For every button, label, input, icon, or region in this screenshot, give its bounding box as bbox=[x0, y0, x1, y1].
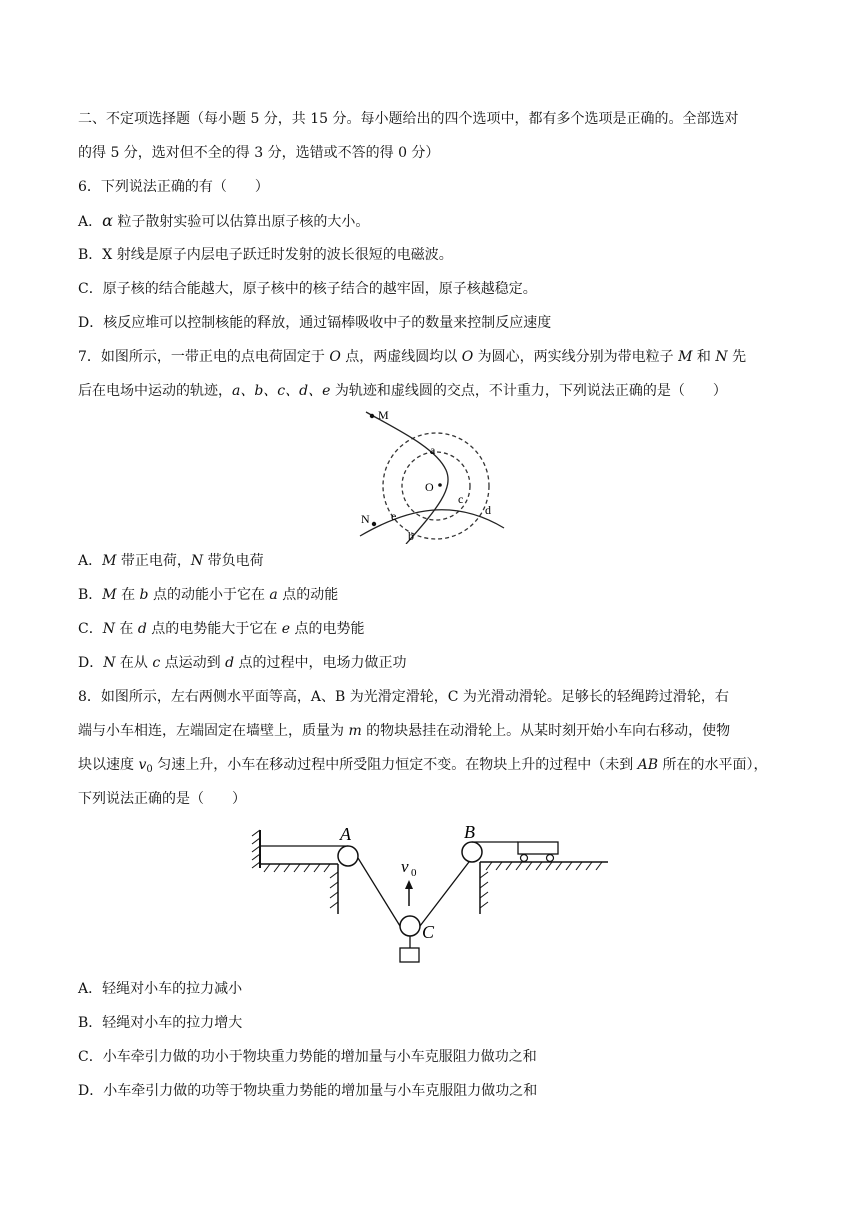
text: 点的动能 bbox=[277, 587, 339, 603]
left-cliff-hatch bbox=[330, 872, 338, 908]
option-letter: A． bbox=[78, 553, 103, 569]
var-N: N bbox=[715, 349, 728, 365]
text: 块以速度 bbox=[78, 757, 139, 773]
cart-body bbox=[518, 842, 558, 854]
option-letter: A． bbox=[78, 214, 103, 230]
section-header-line2: 的得 5 分，选对但不全的得 3 分，选错或不答的得 0 分） bbox=[78, 145, 440, 161]
var-M: M bbox=[102, 553, 117, 569]
var-O: O bbox=[329, 349, 341, 365]
text: 点的动能小于它在 bbox=[148, 587, 270, 603]
label-C: C bbox=[422, 922, 435, 942]
text: 的物块悬挂在动滑轮上。从某时刻开始小车向右移动，使物 bbox=[361, 723, 731, 739]
var-d: d bbox=[225, 655, 235, 671]
q8-pulley-figure bbox=[246, 822, 616, 968]
q8-stem-line2 bbox=[78, 721, 730, 741]
var-M: M bbox=[102, 587, 117, 603]
option-letter: B． bbox=[78, 587, 103, 603]
var-c: c bbox=[152, 655, 161, 671]
q8-stem-line1: 8．如图所示，左右两侧水平面等高，A、B 为光滑定滑轮，C 为光滑动滑轮。足够长的轻绳跨过滑轮，右 bbox=[78, 689, 729, 705]
text: 在 bbox=[114, 621, 138, 637]
var-a: a bbox=[269, 587, 278, 603]
q7-stem-line1 bbox=[78, 347, 746, 367]
text: 7．如图所示，一带正电的点电荷固定于 bbox=[78, 349, 330, 365]
text: 后在电场中运动的轨迹， bbox=[78, 383, 232, 399]
q7-electric-field-figure bbox=[358, 408, 506, 544]
q7-option-d bbox=[78, 653, 407, 673]
label-b: b bbox=[408, 529, 414, 543]
q7-option-a bbox=[78, 551, 264, 571]
cart-wheel-right bbox=[547, 855, 554, 862]
block-m bbox=[400, 948, 419, 962]
q8-stem-line3 bbox=[78, 755, 768, 780]
var-b: b bbox=[139, 587, 149, 603]
label-B: B bbox=[464, 822, 475, 842]
var-e: e bbox=[281, 621, 291, 637]
section-header-line1: 二、不定项选择题（每小题 5 分，共 15 分。每小题给出的四个选项中，都有多个选项是正确的。全部选对 bbox=[78, 111, 739, 127]
trajectory-M bbox=[366, 412, 448, 544]
text: 先 bbox=[727, 349, 747, 365]
text: 点，两虚线圆均以 bbox=[340, 349, 462, 365]
text: 点运动到 bbox=[160, 655, 226, 671]
text: 点的过程中，电场力做正功 bbox=[234, 655, 407, 671]
center-O-dot bbox=[438, 483, 442, 487]
q8-option-a: A．轻绳对小车的拉力减小 bbox=[78, 981, 243, 997]
var-v-subscript: 0 bbox=[146, 764, 153, 775]
var-O: O bbox=[461, 349, 474, 365]
left-ground-hatch bbox=[264, 864, 330, 872]
option-letter: C． bbox=[78, 621, 103, 637]
label-M: M bbox=[378, 408, 389, 422]
alpha-symbol: α bbox=[102, 211, 113, 230]
left-wall-hatch bbox=[252, 830, 260, 868]
q6-option-a bbox=[78, 211, 369, 232]
label-e: e bbox=[391, 509, 397, 523]
label-d: d bbox=[485, 503, 491, 517]
rope-B-to-C bbox=[420, 858, 472, 926]
option-text: 粒子散射实验可以估算出原子核的大小。 bbox=[112, 214, 370, 230]
q7-option-c bbox=[78, 619, 365, 639]
var-letters: a、b、c、d、e bbox=[232, 383, 331, 399]
var-N: N bbox=[103, 655, 116, 671]
q8-option-c: C．小车牵引力做的功小于物块重力势能的增加量与小车克服阻力做功之和 bbox=[78, 1049, 537, 1065]
var-N: N bbox=[190, 553, 204, 569]
pulley-C bbox=[400, 916, 420, 936]
label-v: v bbox=[401, 857, 409, 876]
text: 为轨迹和虚线圆的交点，不计重力，下列说法正确的是（ ） bbox=[330, 383, 727, 399]
q8-stem-line4: 下列说法正确的是（ ） bbox=[78, 791, 246, 807]
text: 所在的水平面）， bbox=[658, 757, 768, 773]
var-d: d bbox=[137, 621, 147, 637]
particle-M-dot bbox=[370, 414, 374, 418]
right-ground-hatch bbox=[480, 862, 602, 908]
q7-stem-line2 bbox=[78, 381, 727, 401]
text: 端与小车相连，左端固定在墙壁上，质量为 bbox=[78, 723, 349, 739]
rope-A-to-C bbox=[358, 858, 400, 926]
q8-option-b: B．轻绳对小车的拉力增大 bbox=[78, 1015, 243, 1031]
label-c: c bbox=[458, 492, 464, 506]
text: 匀速上升，小车在移动过程中所受阻力恒定不变。在物块上升的过程中（未到 bbox=[152, 757, 638, 773]
cart-wheel-left bbox=[521, 855, 528, 862]
q6-option-b: B．X 射线是原子内层电子跃迁时发射的波长很短的电磁波。 bbox=[78, 247, 453, 263]
text: 点的电势能大于它在 bbox=[146, 621, 282, 637]
text: 在从 bbox=[115, 655, 153, 671]
label-a: a bbox=[430, 443, 436, 457]
var-AB: AB bbox=[637, 757, 659, 773]
q7-option-b bbox=[78, 585, 338, 605]
label-A: A bbox=[340, 824, 351, 844]
particle-N-dot bbox=[372, 522, 376, 526]
text: 在 bbox=[116, 587, 140, 603]
q6-stem: 6．下列说法正确的有（ ） bbox=[78, 179, 269, 195]
label-O: O bbox=[425, 480, 434, 494]
text: 点的电势能 bbox=[290, 621, 365, 637]
var-N: N bbox=[102, 621, 115, 637]
pulley-B bbox=[462, 842, 482, 862]
label-v-subscript: 0 bbox=[411, 867, 417, 879]
var-m: m bbox=[348, 723, 362, 739]
text: 带正电荷， bbox=[116, 553, 191, 569]
text: 带负电荷 bbox=[203, 553, 264, 569]
var-v: v bbox=[138, 757, 147, 773]
option-letter: D． bbox=[78, 655, 104, 671]
label-N: N bbox=[361, 512, 370, 526]
q8-option-d: D．小车牵引力做的功等于物块重力势能的增加量与小车克服阻力做功之和 bbox=[78, 1083, 538, 1099]
q6-option-c: C．原子核的结合能越大，原子核中的核子结合的越牢固，原子核越稳定。 bbox=[78, 281, 537, 297]
q6-option-d: D．核反应堆可以控制核能的释放，通过镉棒吸收中子的数量来控制反应速度 bbox=[78, 315, 552, 331]
pulley-A bbox=[338, 846, 358, 866]
velocity-arrowhead bbox=[405, 880, 413, 889]
outer-dashed-circle bbox=[383, 433, 489, 539]
var-M: M bbox=[678, 349, 693, 365]
text: 为圆心，两实线分别为带电粒子 bbox=[473, 349, 679, 365]
text: 和 bbox=[692, 349, 716, 365]
